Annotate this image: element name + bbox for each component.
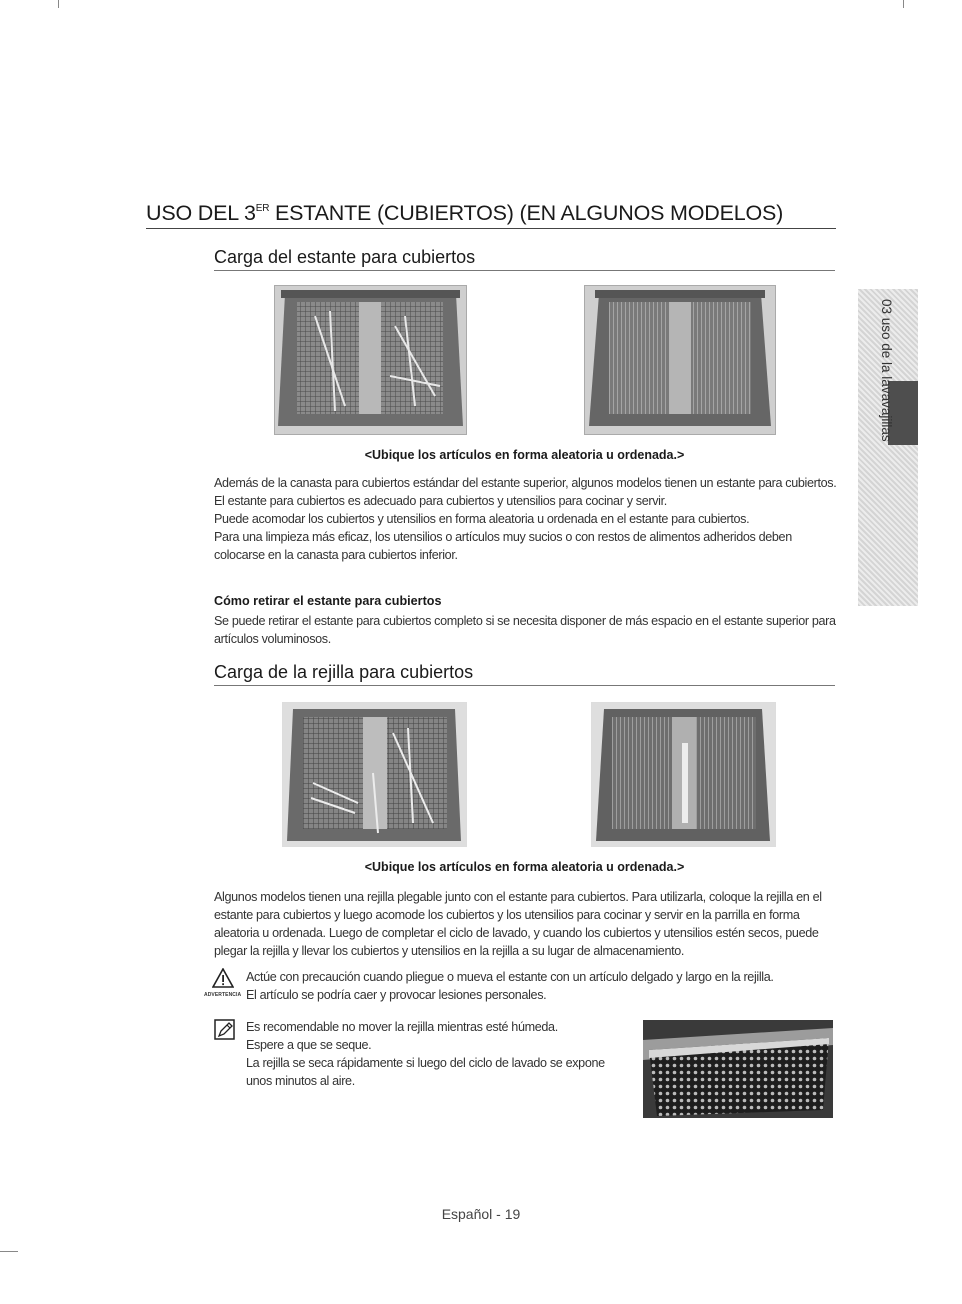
- crop-mark-top-right: [903, 0, 904, 8]
- warning-line: El artículo se podría caer y provocar lesiones personales.: [246, 988, 547, 1002]
- photo-caption-2: <Ubique los artículos en forma aleatoria u ordenada.>: [364, 860, 685, 874]
- paragraph: Además de la canasta para cubiertos estándar del estante superior, algunos modelos tienen un estante para cubiertos.: [214, 476, 837, 490]
- chapter-tab-label: 03 uso de la lavavajillas: [879, 299, 894, 442]
- warning-text: [246, 968, 836, 1004]
- warning-icon: [212, 968, 234, 988]
- chapter-side-tab: [858, 289, 918, 606]
- photo-cutlery-grid-ordered: [591, 702, 776, 847]
- photo-folded-grid: [643, 1020, 833, 1118]
- page-number: Español - 19: [441, 1206, 521, 1222]
- section-heading-cutlery-grid: Carga de la rejilla para cubiertos: [214, 662, 835, 686]
- note-line: Espere a que se seque.: [246, 1038, 372, 1052]
- section2-body: Algunos modelos tienen una rejilla plegable junto con el estante para cubiertos. Para utilizarla, coloque la rejilla en el estante para cubiertos y luego acomode los cubiertos y los utensilios para cocinar y servir en la parrilla en forma aleatoria u ordenada. Luego de completar el ciclo de lavado, y cuando los cubiertos y utensilios estén secos, puede plegar la rejilla y llevar los cubiertos y utensilios en la rejilla a su lugar de almacenamiento.: [214, 890, 822, 958]
- section-heading-cutlery-rack: Carga del estante para cubiertos: [214, 247, 835, 271]
- section1-body: [214, 474, 839, 564]
- paragraph: Puede acomodar los cubiertos y utensilios en forma aleatoria u ordenada en el estante para cubiertos.: [214, 512, 750, 526]
- photo-cutlery-rack-ordered: [584, 285, 776, 435]
- crop-mark-bottom-left: [0, 1251, 18, 1252]
- warning-label: ADVERTENCIA: [204, 992, 242, 998]
- paragraph: Para una limpieza más eficaz, los utensilios o artículos muy sucios o con restos de alimentos adheridos deben colocarse en la canasta para cubiertos inferior.: [214, 530, 792, 562]
- crop-mark-top-left: [58, 0, 59, 8]
- page-title: USO DEL 3ER ESTANTE (CUBIERTOS) (EN ALGUNOS MODELOS): [146, 201, 836, 229]
- removal-heading: Cómo retirar el estante para cubiertos: [214, 594, 442, 608]
- photo-caption-1: <Ubique los artículos en forma aleatoria u ordenada.>: [364, 448, 685, 462]
- note-line: La rejilla se seca rápidamente si luego del ciclo de lavado se expone unos minutos al aire.: [246, 1056, 605, 1088]
- note-text: [246, 1018, 626, 1090]
- removal-text: Se puede retirar el estante para cubiertos completo si se necesita disponer de más espacio en el estante superior para artículos voluminosos.: [214, 614, 836, 646]
- photo-cutlery-rack-random: [274, 285, 467, 435]
- paragraph: El estante para cubiertos es adecuado para cubiertos y utensilios para cocinar y servir.: [214, 494, 667, 508]
- photo-cutlery-grid-random: [282, 702, 467, 847]
- warning-line: Actúe con precaución cuando pliegue o mueva el estante con un artículo delgado y largo en la rejilla.: [246, 970, 774, 984]
- note-line: Es recomendable no mover la rejilla mientras esté húmeda.: [246, 1020, 558, 1034]
- note-pencil-icon: [214, 1019, 236, 1041]
